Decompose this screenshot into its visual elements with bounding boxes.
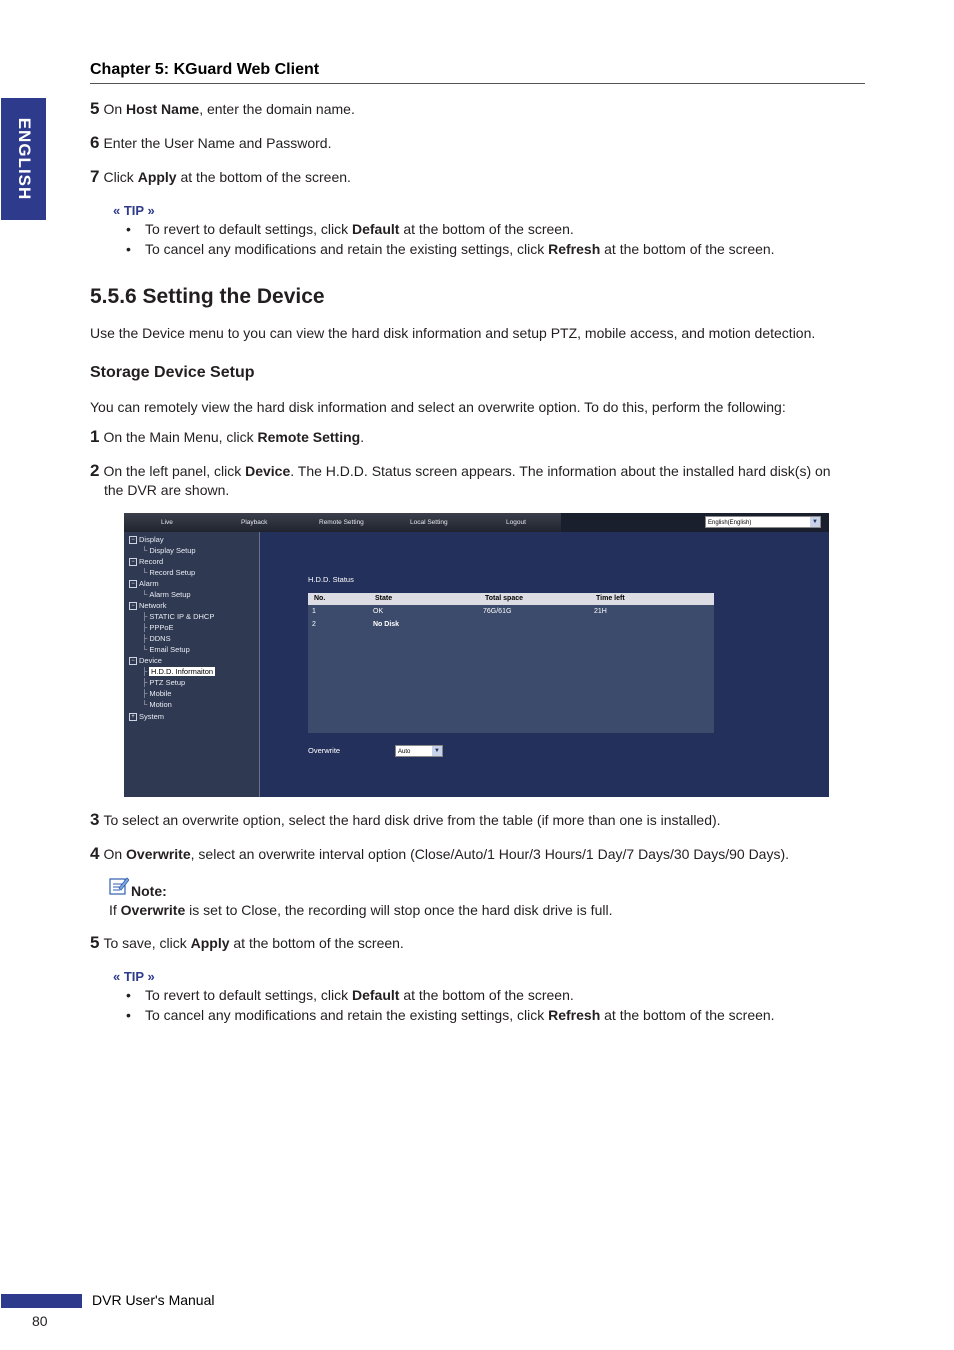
step-3-select-drive: 3 To select an overwrite option, select the hard disk drive from the table (if more than one is installed). xyxy=(90,810,721,829)
step-6-credentials: 6 Enter the User Name and Password. xyxy=(90,133,332,152)
step-5-host-name: 5 On Host Name, enter the domain name. xyxy=(90,99,355,118)
nav-remote-setting[interactable]: Remote Setting xyxy=(319,519,364,526)
tree-item-record-setup[interactable]: └ Record Setup xyxy=(142,568,196,577)
subsection-title: Storage Device Setup xyxy=(90,364,255,381)
tree-node-alarm[interactable]: − Alarm xyxy=(129,579,159,588)
page-number: 80 xyxy=(32,1313,48,1329)
collapse-icon: − xyxy=(129,580,137,588)
tip-item: • To revert to default settings, click Default at the bottom of the screen. xyxy=(126,219,846,239)
language-side-tab xyxy=(1,98,46,220)
note-icon xyxy=(109,876,129,895)
dvr-web-client-screenshot xyxy=(124,513,829,797)
overwrite-label: Overwrite xyxy=(308,746,341,755)
nav-local-setting[interactable]: Local Setting xyxy=(410,519,448,526)
column-header-total-space: Total space xyxy=(485,595,523,602)
nav-live[interactable]: Live xyxy=(161,519,173,526)
expand-icon: + xyxy=(129,713,137,721)
tree-node-network[interactable]: − Network xyxy=(129,601,167,610)
tree-item-email-setup[interactable]: └ Email Setup xyxy=(142,645,190,654)
hdd-status-title: H.D.D. Status xyxy=(308,575,354,584)
tree-item-mobile[interactable]: ├ Mobile xyxy=(142,689,172,698)
column-header-no: No. xyxy=(314,595,326,602)
language-side-tab-label: ENGLISH xyxy=(14,117,34,201)
top-navigation-bar xyxy=(124,513,561,532)
tree-item-hdd-information-selected[interactable]: H.D.D. Informaiton xyxy=(151,667,214,676)
chapter-header: Chapter 5: KGuard Web Client xyxy=(90,61,320,78)
table-row[interactable]: 1 OK 76G/61G 21H xyxy=(312,608,607,615)
column-header-state: State xyxy=(375,595,393,602)
footer-manual-title: DVR User's Manual xyxy=(92,1292,215,1308)
tree-node-record[interactable]: − Record xyxy=(129,557,163,566)
nav-playback[interactable]: Playback xyxy=(241,519,268,526)
step-4-overwrite: 4 On Overwrite, select an overwrite interval option (Close/Auto/1 Hour/3 Hours/1 Day/7 Days/30 Days/90 Days). xyxy=(90,844,790,863)
subsection-intro: You can remotely view the hard disk information and select an overwrite option. To do this, perform the following: xyxy=(90,399,786,415)
collapse-icon: − xyxy=(129,558,137,566)
column-header-time-left: Time left xyxy=(596,595,625,602)
tree-item-display-setup[interactable]: └ Display Setup xyxy=(142,546,196,555)
tree-connector: ├ xyxy=(142,667,148,676)
tip-list xyxy=(126,219,846,259)
tree-item-motion[interactable]: └ Motion xyxy=(142,700,172,709)
tip-label: « TIP » xyxy=(113,969,155,984)
collapse-icon: − xyxy=(129,602,137,610)
tree-item-alarm-setup[interactable]: └ Alarm Setup xyxy=(142,590,191,599)
tree-item-static-ip-dhcp[interactable]: ├ STATIC IP & DHCP xyxy=(142,612,215,621)
table-header xyxy=(308,593,714,605)
tree-node-system[interactable]: + System xyxy=(129,712,164,721)
collapse-icon: − xyxy=(129,657,137,665)
step-1-remote-setting: 1 On the Main Menu, click Remote Setting. xyxy=(90,427,365,446)
step-2-device: 2 On the left panel, click Device. The H.D.D. Status screen appears. The information about the installed hard disk(s) on the DVR are shown. xyxy=(90,461,831,498)
header-divider xyxy=(90,83,865,84)
table-row[interactable]: 2 No Disk xyxy=(312,621,400,628)
chevron-down-icon: ▼ xyxy=(810,517,820,527)
collapse-icon: − xyxy=(129,536,137,544)
footer-accent-bar xyxy=(1,1294,82,1308)
tip-list xyxy=(126,985,846,1025)
chevron-down-icon: ▼ xyxy=(432,746,442,756)
tip-item: • To revert to default settings, click Default at the bottom of the screen. xyxy=(126,985,846,1005)
tree-item-ddns[interactable]: ├ DDNS xyxy=(142,634,171,643)
tree-node-display[interactable]: − Display xyxy=(129,535,164,544)
section-intro: Use the Device menu to you can view the hard disk information and setup PTZ, mobile access, and motion detection. xyxy=(90,325,816,341)
note-title: Note: xyxy=(131,883,167,899)
nav-logout[interactable]: Logout xyxy=(506,519,526,526)
tree-node-device[interactable]: − Device xyxy=(129,656,162,665)
hdd-status-table xyxy=(308,593,714,733)
note-text: If Overwrite is set to Close, the recording will stop once the hard disk drive is full. xyxy=(109,902,613,918)
language-select[interactable]: English(English) ▼ xyxy=(705,516,821,528)
tip-label: « TIP » xyxy=(113,203,155,218)
step-7-apply: 7 Click Apply at the bottom of the screen. xyxy=(90,167,351,186)
overwrite-select[interactable]: Auto ▼ xyxy=(395,745,443,757)
step-5-apply: 5 To save, click Apply at the bottom of the screen. xyxy=(90,933,404,952)
tree-item-pppoe[interactable]: ├ PPPoE xyxy=(142,623,174,632)
tree-item-ptz-setup[interactable]: ├ PTZ Setup xyxy=(142,678,186,687)
tip-item: • To cancel any modifications and retain the existing settings, click Refresh at the bottom of the screen. xyxy=(126,1005,846,1025)
section-title: 5.5.6 Setting the Device xyxy=(90,285,325,308)
tip-item: • To cancel any modifications and retain the existing settings, click Refresh at the bottom of the screen. xyxy=(126,239,846,259)
